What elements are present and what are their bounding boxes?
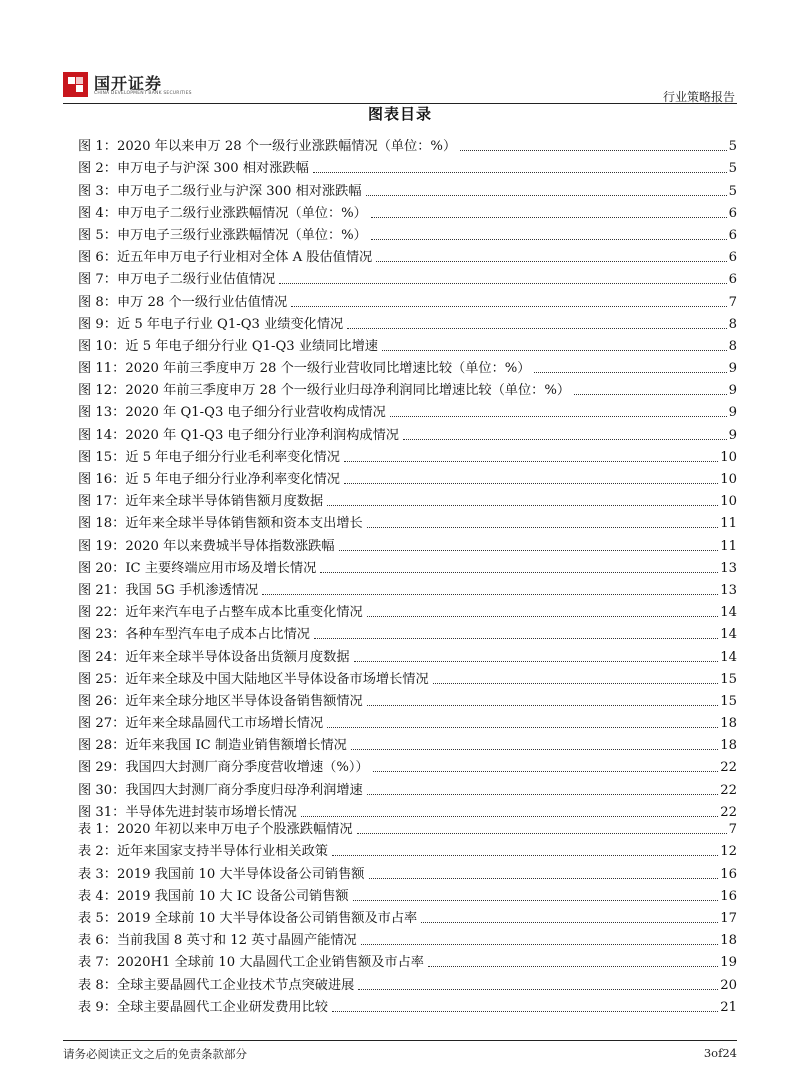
toc-leader-dots [354, 661, 719, 662]
table-toc-entry[interactable] [78, 971, 737, 993]
logo-mark-icon [63, 72, 88, 97]
figure-toc-entry[interactable] [78, 399, 737, 421]
toc-entry-label: 表 8：全球主要晶圆代工企业技术节点突破进展 [78, 977, 355, 993]
toc-entry-page: 22 [720, 760, 737, 776]
toc-entry-label: 图 17：近年来全球半导体销售额月度数据 [78, 494, 324, 510]
toc-entry-label: 图 28：近年来我国 IC 制造业销售额增长情况 [78, 738, 347, 754]
figure-toc-entry[interactable] [78, 311, 737, 333]
figure-toc-entry[interactable] [78, 555, 737, 577]
toc-leader-dots [347, 328, 726, 329]
toc-leader-dots [332, 855, 718, 856]
table-toc-entry[interactable] [78, 949, 737, 971]
toc-leader-dots [428, 966, 718, 967]
toc-entry-page: 18 [720, 738, 737, 754]
toc-entry-label: 图 4：申万电子二级行业涨跌幅情况（单位：%） [78, 205, 367, 221]
toc-leader-dots [367, 705, 718, 706]
figure-toc-entry[interactable] [78, 532, 737, 554]
toc-entry-label: 图 26：近年来全球分地区半导体设备销售额情况 [78, 693, 363, 709]
company-logo [63, 68, 263, 102]
toc-entry-page: 14 [720, 605, 737, 621]
toc-entry-page: 6 [728, 205, 737, 221]
toc-leader-dots [351, 749, 718, 750]
toc-entry-page: 9 [728, 361, 737, 377]
figure-toc-entry[interactable] [78, 710, 737, 732]
toc-entry-label: 图 7：申万电子二级行业估值情况 [78, 272, 276, 288]
figure-toc-entry[interactable] [78, 666, 737, 688]
footer-page-number: 3of24 [703, 1046, 737, 1060]
toc-leader-dots [574, 394, 727, 395]
table-toc-list [78, 816, 737, 1016]
toc-entry-label: 图 23：各种车型汽车电子成本占比情况 [78, 627, 310, 643]
toc-leader-dots [339, 550, 719, 551]
toc-leader-dots [344, 483, 718, 484]
toc-entry-page: 15 [720, 693, 737, 709]
footer-disclaimer: 请务必阅读正文之后的免责条款部分 [63, 1047, 247, 1061]
figure-toc-entry[interactable] [78, 643, 737, 665]
figure-toc-list [78, 133, 737, 821]
toc-entry-page: 16 [720, 888, 737, 904]
toc-leader-dots [390, 416, 727, 417]
toc-entry-page: 10 [720, 449, 737, 465]
figure-toc-entry[interactable] [78, 754, 737, 776]
toc-leader-dots [262, 594, 718, 595]
toc-entry-label: 图 3：申万电子二级行业与沪深 300 相对涨跌幅 [78, 183, 362, 199]
figure-toc-entry[interactable] [78, 200, 737, 222]
logo-english-text: CHINA DEVELOPMENT BANK SECURITIES [94, 91, 192, 96]
toc-entry-label: 图 2：申万电子与沪深 300 相对涨跌幅 [78, 161, 309, 177]
toc-entry-label: 图 11：2020 年前三季度申万 28 个一级行业营收同比增速比较（单位：%） [78, 361, 531, 377]
toc-entry-page: 14 [720, 649, 737, 665]
table-toc-entry[interactable] [78, 905, 737, 927]
figure-toc-entry[interactable] [78, 599, 737, 621]
toc-leader-dots [358, 989, 718, 990]
toc-leader-dots [369, 878, 719, 879]
toc-leader-dots [327, 505, 718, 506]
toc-entry-label: 表 1：2020 年初以来申万电子个股涨跌幅情况 [78, 822, 353, 838]
toc-entry-label: 表 5：2019 全球前 10 大半导体设备公司销售额及市占率 [78, 910, 418, 926]
toc-entry-page: 8 [728, 338, 737, 354]
toc-entry-label: 图 14：2020 年 Q1-Q3 电子细分行业净利润构成情况 [78, 427, 399, 443]
figure-toc-entry[interactable] [78, 688, 737, 710]
footer-divider [63, 1040, 737, 1041]
toc-entry-page: 17 [720, 910, 737, 926]
toc-leader-dots [353, 900, 719, 901]
toc-entry-page: 8 [728, 316, 737, 332]
figure-toc-entry[interactable] [78, 155, 737, 177]
toc-entry-page: 9 [728, 427, 737, 443]
toc-leader-dots [367, 616, 718, 617]
toc-entry-label: 图 1：2020 年以来申万 28 个一级行业涨跌幅情况（单位：%） [78, 139, 457, 155]
toc-leader-dots [332, 1011, 718, 1012]
toc-entry-label: 图 30：我国四大封测厂商分季度归母净利润增速 [78, 782, 363, 798]
toc-leader-dots [373, 771, 719, 772]
toc-title: 图表目录 [367, 105, 432, 123]
toc-entry-page: 15 [720, 671, 737, 687]
figure-toc-entry[interactable] [78, 377, 737, 399]
figure-toc-entry[interactable] [78, 577, 737, 599]
toc-entry-label: 表 9：全球主要晶圆代工企业研发费用比较 [78, 999, 328, 1015]
toc-entry-page: 21 [720, 999, 737, 1015]
toc-entry-page: 5 [728, 139, 737, 155]
toc-leader-dots [320, 572, 718, 573]
toc-entry-label: 图 15：近 5 年电子细分行业毛利率变化情况 [78, 449, 340, 465]
toc-entry-page: 10 [720, 472, 737, 487]
figure-toc-entry[interactable] [78, 732, 737, 754]
toc-entry-label: 图 19：2020 年以来费城半导体指数涨跌幅 [78, 538, 335, 554]
toc-leader-dots [327, 727, 718, 728]
figure-toc-entry[interactable] [78, 222, 737, 244]
toc-entry-page: 7 [728, 294, 737, 310]
toc-entry-label: 图 25：近年来全球及中国大陆地区半导体设备市场增长情况 [78, 671, 429, 687]
toc-entry-label: 图 10：近 5 年电子细分行业 Q1-Q3 业绩同比增速 [78, 338, 378, 354]
toc-leader-dots [460, 150, 726, 151]
toc-entry-label: 表 3：2019 我国前 10 大半导体设备公司销售额 [78, 866, 365, 882]
toc-entry-label: 图 16：近 5 年电子细分行业净利率变化情况 [78, 472, 340, 487]
toc-leader-dots [366, 195, 727, 196]
toc-entry-label: 图 21：我国 5G 手机渗透情况 [78, 582, 259, 598]
figure-toc-entry[interactable] [78, 177, 737, 199]
toc-entry-label: 图 18：近年来全球半导体销售额和资本支出增长 [78, 516, 363, 532]
toc-entry-page: 10 [720, 494, 737, 510]
toc-leader-dots [534, 372, 726, 373]
toc-entry-page: 12 [720, 844, 737, 860]
toc-entry-page: 13 [720, 582, 737, 598]
toc-leader-dots [382, 350, 727, 351]
toc-entry-page: 6 [728, 227, 737, 243]
toc-entry-page: 9 [728, 405, 737, 421]
toc-entry-label: 图 6：近五年申万电子行业相对全体 A 股估值情况 [78, 250, 373, 266]
toc-entry-label: 图 13：2020 年 Q1-Q3 电子细分行业营收构成情况 [78, 405, 386, 421]
toc-leader-dots [403, 439, 727, 440]
toc-entry-page: 16 [720, 866, 737, 882]
toc-entry-page: 19 [720, 955, 737, 971]
figure-toc-entry[interactable] [78, 621, 737, 643]
toc-entry-page: 5 [728, 183, 737, 199]
toc-entry-page: 22 [720, 804, 737, 820]
toc-leader-dots [376, 261, 726, 262]
figure-toc-entry[interactable] [78, 288, 737, 310]
toc-entry-page: 14 [720, 627, 737, 643]
toc-entry-page: 13 [720, 560, 737, 576]
toc-entry-page: 6 [728, 250, 737, 266]
figure-toc-entry[interactable] [78, 488, 737, 510]
toc-entry-label: 图 12：2020 年前三季度申万 28 个一级行业归母净利润同比增速比较（单位：%） [78, 383, 571, 399]
table-toc-entry[interactable] [78, 994, 737, 1016]
toc-entry-label: 图 22：近年来汽车电子占整车成本比重变化情况 [78, 605, 363, 621]
toc-entry-label: 图 5：申万电子三级行业涨跌幅情况（单位：%） [78, 227, 367, 243]
toc-leader-dots [357, 833, 727, 834]
figure-toc-entry[interactable] [78, 244, 737, 266]
toc-entry-page: 11 [720, 516, 737, 532]
report-type-label: 行业策略报告 [662, 90, 735, 104]
figure-toc-entry[interactable] [78, 355, 737, 377]
toc-entry-label: 图 29：我国四大封测厂商分季度营收增速（%）） [78, 760, 369, 776]
table-toc-entry[interactable] [78, 860, 737, 882]
toc-entry-page: 9 [728, 383, 737, 399]
toc-entry-page: 22 [720, 782, 737, 798]
figure-toc-entry[interactable] [78, 776, 737, 798]
toc-entry-label: 图 24：近年来全球半导体设备出货额月度数据 [78, 649, 350, 665]
figure-toc-entry[interactable] [78, 421, 737, 443]
table-toc-entry[interactable] [78, 816, 737, 838]
toc-entry-page: 7 [728, 822, 737, 838]
page-header [63, 68, 737, 104]
toc-entry-label: 图 20：IC 主要终端应用市场及增长情况 [78, 560, 317, 576]
figure-toc-entry[interactable] [78, 333, 737, 355]
toc-entry-label: 表 6：当前我国 8 英寸和 12 英寸晶圆产能情况 [78, 933, 357, 949]
toc-entry-label: 表 2：近年来国家支持半导体行业相关政策 [78, 844, 328, 860]
figure-toc-entry[interactable] [78, 444, 737, 466]
toc-leader-dots [367, 527, 718, 528]
toc-leader-dots [344, 461, 718, 462]
toc-entry-page: 20 [720, 977, 737, 993]
toc-leader-dots [313, 172, 727, 173]
toc-leader-dots [433, 683, 719, 684]
toc-entry-label: 表 7：2020H1 全球前 10 大晶圆代工企业销售额及市占率 [78, 955, 424, 971]
toc-leader-dots [314, 638, 718, 639]
toc-entry-label: 表 4：2019 我国前 10 大 IC 设备公司销售额 [78, 888, 349, 904]
figure-toc-entry[interactable] [78, 466, 737, 488]
toc-entry-label: 图 31：半导体先进封装市场增长情况 [78, 804, 297, 820]
toc-entry-label: 图 27：近年来全球晶圆代工市场增长情况 [78, 716, 324, 732]
toc-leader-dots [279, 283, 726, 284]
toc-entry-page: 18 [720, 933, 737, 949]
toc-entry-label: 图 8：申万 28 个一级行业估值情况 [78, 294, 288, 310]
toc-entry-page: 5 [728, 161, 737, 177]
table-toc-entry[interactable] [78, 927, 737, 949]
logo-text: 国开证券 [94, 74, 163, 93]
figure-toc-entry[interactable] [78, 510, 737, 532]
figure-toc-entry[interactable] [78, 266, 737, 288]
toc-leader-dots [371, 217, 727, 218]
toc-entry-page: 6 [728, 272, 737, 288]
toc-entry-page: 11 [720, 538, 737, 554]
toc-entry-page: 18 [720, 716, 737, 732]
toc-leader-dots [361, 944, 719, 945]
toc-leader-dots [367, 794, 718, 795]
table-toc-entry[interactable] [78, 838, 737, 860]
table-toc-entry[interactable] [78, 883, 737, 905]
toc-leader-dots [371, 239, 727, 240]
figure-toc-entry[interactable] [78, 133, 737, 155]
toc-leader-dots [291, 306, 726, 307]
toc-entry-label: 图 9：近 5 年电子行业 Q1-Q3 业绩变化情况 [78, 316, 344, 332]
toc-leader-dots [421, 922, 718, 923]
